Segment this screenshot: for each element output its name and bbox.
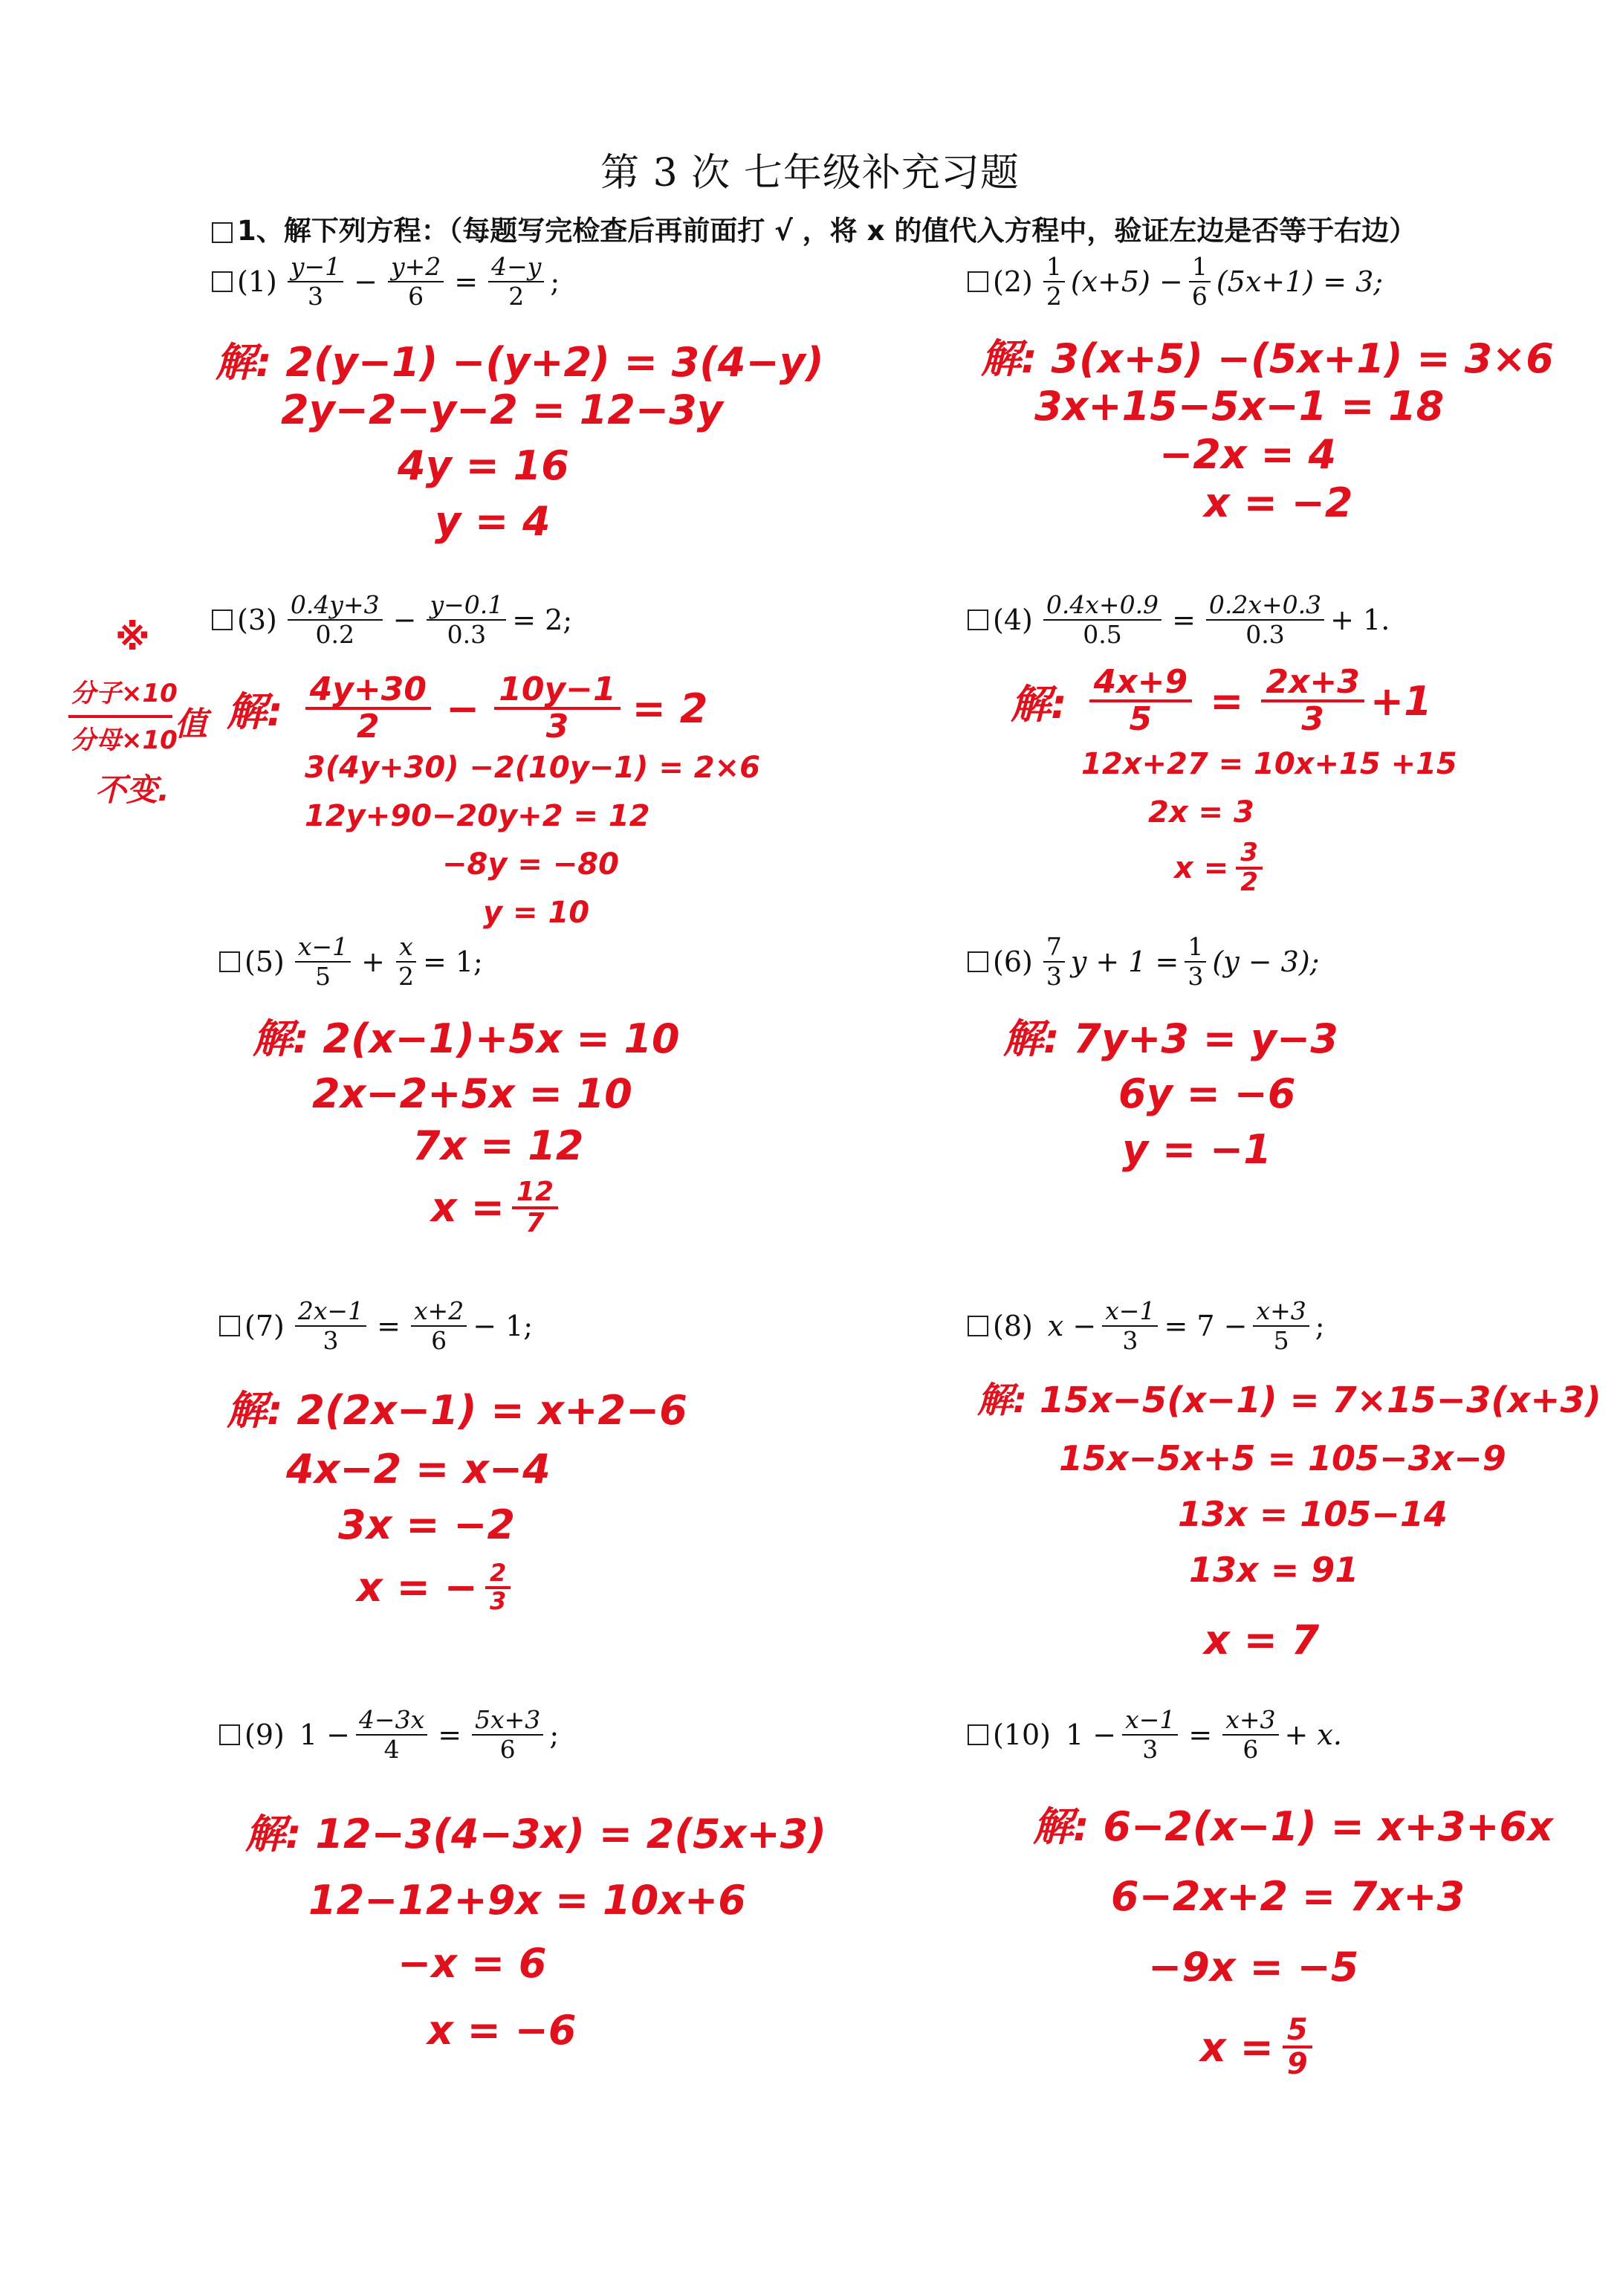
solution-3-line-3: 12y+90−20y+2 = 12 [305, 799, 650, 833]
solution-10-line-2: 6−2x+2 = 7x+3 [1111, 1873, 1465, 1920]
solution-4-line-1: 解: $\frac{4x+9}{5}$ = $\frac{2x+3}{3}$ +1 [1011, 663, 1432, 739]
solution-9-line-3: −x = 6 [398, 1940, 547, 1987]
problem-7: (7) $\frac{2x-1}{3}$ = $\frac{x+2}{6}$ − 1; [219, 1297, 533, 1355]
checkbox-1[interactable] [212, 271, 233, 292]
solution-2-line-2: 3x+15−5x−1 = 18 [1034, 383, 1445, 430]
solution-5-line-4: x = $\frac{12}{7}$ [431, 1178, 558, 1238]
solution-5-line-1: 解: 2(x−1)+5x = 10 [253, 1015, 680, 1062]
solution-3-line-4: −8y = −80 [442, 847, 619, 882]
problem-4: (4) $\frac{0.4x+0.9}{0.5}$ = $\frac{0.2x+0.3}{0.3}$ + 1. [968, 591, 1390, 649]
margin-note-unchanged: 不变. [95, 772, 169, 808]
checkbox-3[interactable] [212, 609, 233, 630]
checkbox-2[interactable] [968, 271, 988, 292]
solution-3-line-1: 解: 4y+30 2 − $\frac{10y-1}{3}$ = 2 [227, 670, 708, 746]
margin-note-denominator: 分母×10 [71, 725, 178, 755]
checkbox-8[interactable] [968, 1316, 988, 1336]
solution-3-line-5: y = 10 [483, 896, 590, 930]
problem-3: (3) $\frac{0.4y+3}{0.2}$ − $\frac{y-0.1}{0.3}$ = 2; [212, 591, 572, 649]
solution-2-line-4: x = −2 [1204, 479, 1353, 526]
solution-9-line-4: x = −6 [427, 2007, 577, 2054]
solution-2-line-3: −2x = 4 [1159, 431, 1337, 478]
solution-2-line-1: 解: 3(x+5) −(5x+1) = 3×6 [981, 335, 1554, 382]
solution-7-line-3: 3x = −2 [338, 1501, 516, 1548]
solution-1-line-1: 解: 2(y−1) −(y+2) = 3(4−y) [216, 339, 824, 386]
checkbox-5[interactable] [219, 951, 240, 972]
solution-7-line-4: x = − $\frac{2}{3}$ [357, 1561, 511, 1614]
solution-1-line-3: 4y = 16 [398, 442, 569, 489]
solution-6-line-2: 6y = −6 [1118, 1070, 1296, 1117]
solution-7-line-1: 解: 2(2x−1) = x+2−6 [227, 1387, 687, 1434]
solution-8-line-3: 13x = 105−14 [1178, 1494, 1448, 1534]
solution-10-line-4: x = $\frac{5}{9}$ [1200, 2014, 1312, 2080]
solution-6-line-1: 解: 7y+3 = y−3 [1003, 1015, 1338, 1062]
problem-10: (10) 1 − $\frac{x-1}{3}$ = $\frac{x+3}{6}$ + x. [968, 1706, 1342, 1764]
margin-note-fraction-bar [68, 715, 172, 718]
solution-5-line-2: 2x−2+5x = 10 [312, 1070, 632, 1117]
checkbox-10[interactable] [968, 1724, 988, 1745]
instruction: 1、解下列方程：（每题写完检查后再前面打 √ ，将 x 的值代入方程中，验证左边是否等于右边） [212, 208, 1416, 248]
solution-4-line-2: 12x+27 = 10x+15 +15 [1081, 747, 1457, 781]
problem-9: (9) 1 − $\frac{4-3x}{4}$ = $\frac{5x+3}{6}$ ; [219, 1706, 559, 1764]
solution-7-line-2: 4x−2 = x−4 [286, 1446, 551, 1493]
problem-2: (2) $\frac{1}{2}$ (x+5) − $\frac{1}{6}$ (5x+1) = 3; [968, 253, 1383, 311]
margin-note-asterisk: ※ [115, 617, 150, 659]
checkbox-6[interactable] [968, 951, 988, 972]
problem-8: (8) x − $\frac{x-1}{3}$ = 7 − $\frac{x+3}{5}$ ; [968, 1297, 1325, 1355]
solution-5-line-3: 7x = 12 [412, 1122, 584, 1169]
solution-8-line-2: 15x−5x+5 = 105−3x−9 [1059, 1438, 1506, 1478]
page-title: 第 3 次 七年级补充习题 [600, 151, 1020, 195]
solution-8-line-1: 解: 15x−5(x−1) = 7×15−3(x+3) [977, 1380, 1601, 1421]
solution-1-line-2: 2y−2−y−2 = 12−3y [281, 387, 723, 433]
solution-10-line-3: −9x = −5 [1148, 1944, 1359, 1991]
solution-1-line-4: y = 4 [435, 498, 551, 545]
solution-8-line-5: x = 7 [1204, 1617, 1320, 1663]
checkbox-9[interactable] [219, 1724, 240, 1745]
solution-9-line-1: 解: 12−3(4−3x) = 2(5x+3) [245, 1811, 826, 1857]
solution-10-line-1: 解: 6−2(x−1) = x+3+6x [1033, 1803, 1553, 1850]
solution-4-line-4: x = $\frac{3}{2}$ [1174, 840, 1263, 896]
solution-4-line-3: 2x = 3 [1148, 795, 1254, 830]
checkbox-7[interactable] [219, 1316, 240, 1336]
solution-8-line-4: 13x = 91 [1189, 1550, 1359, 1590]
problem-5: (5) $\frac{x-1}{5}$ + $\frac{x}{2}$ = 1; [219, 933, 483, 991]
problem-1: (1) $\frac{y-1}{3}$ − $\frac{y+2}{6}$ = $\frac{4-y}{2}$ ; [212, 253, 560, 311]
checkbox-4[interactable] [968, 609, 988, 630]
margin-note-value: 值 [175, 705, 207, 743]
solution-3-line-2: 3(4y+30) −2(10y−1) = 2×6 [305, 751, 760, 785]
margin-note-numerator: 分子×10 [71, 679, 178, 708]
solution-9-line-2: 12−12+9x = 10x+6 [308, 1877, 746, 1924]
checkbox-instruction[interactable] [212, 222, 233, 243]
solution-6-line-3: y = −1 [1122, 1126, 1271, 1173]
problem-6: (6) $\frac{7}{3}$ y + 1 = $\frac{1}{3}$ (y − 3); [968, 933, 1320, 991]
